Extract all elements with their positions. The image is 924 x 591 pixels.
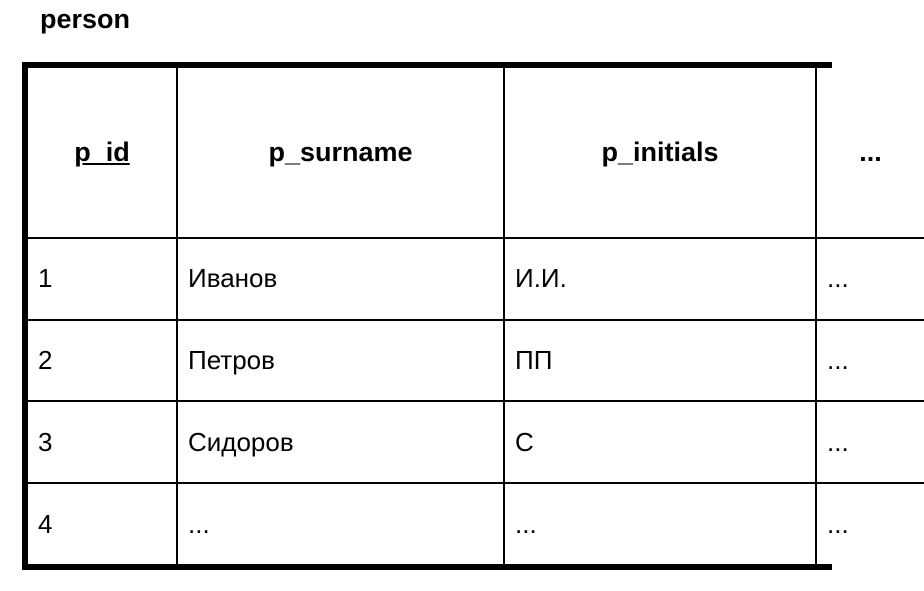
cell-more: ... [816, 483, 924, 564]
cell-p-surname: Петров [177, 320, 504, 402]
cell-more: ... [816, 238, 924, 320]
table-row [28, 238, 924, 320]
cell-more: ... [816, 401, 924, 483]
table-row [28, 483, 924, 564]
column-header-p-surname: p_surname [177, 68, 504, 238]
cell-p-id: 2 [28, 320, 177, 402]
cell-p-surname: Иванов [177, 238, 504, 320]
cell-more: ... [816, 320, 924, 402]
cell-p-initials: С [504, 401, 816, 483]
entity-table-body [28, 68, 924, 564]
cell-p-id: 1 [28, 238, 177, 320]
cell-p-initials: ПП [504, 320, 816, 402]
column-header-p-initials: p_initials [504, 68, 816, 238]
cell-p-surname: ... [177, 483, 504, 564]
column-header-p-id [28, 68, 177, 238]
entity-title: person [40, 4, 131, 34]
table-row [28, 401, 924, 483]
cell-p-id: 3 [28, 401, 177, 483]
table-header-row [28, 68, 924, 238]
column-header-more: ... [816, 68, 924, 238]
cell-p-initials: ... [504, 483, 816, 564]
entity-table [28, 68, 924, 564]
table-row [28, 320, 924, 402]
cell-p-id: 4 [28, 483, 177, 564]
entity-table-container [22, 62, 882, 570]
cell-p-surname: Сидоров [177, 401, 504, 483]
cell-p-initials: И.И. [504, 238, 816, 320]
column-header-p-id-label: p_id [74, 136, 130, 167]
